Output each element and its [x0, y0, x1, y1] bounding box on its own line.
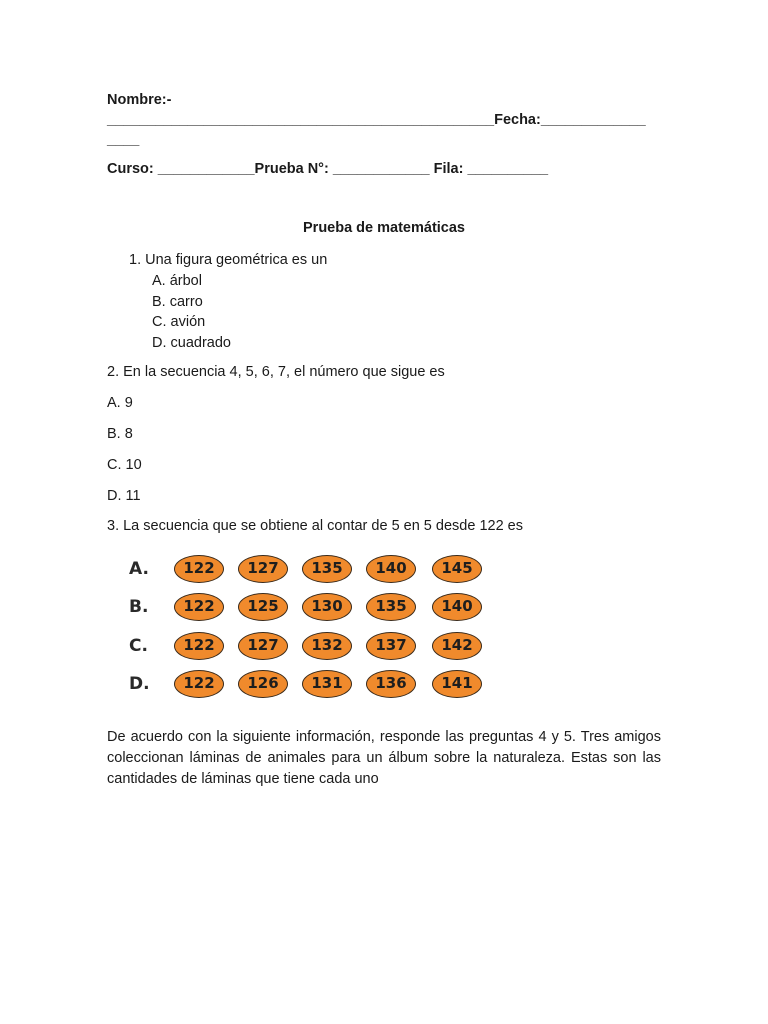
- number-oval: 140: [432, 593, 482, 621]
- number-oval: 135: [366, 593, 416, 621]
- answer-row-letter: A.: [129, 559, 149, 579]
- nombre-fecha-line: ________________________________________________Fecha:_____________: [107, 112, 646, 128]
- number-oval: 142: [432, 632, 482, 660]
- question-2-option-b: B. 8: [107, 426, 133, 442]
- number-oval: 125: [238, 593, 288, 621]
- question-3-text: 3. La secuencia que se obtiene al contar de 5 en 5 desde 122 es: [107, 518, 523, 534]
- info-paragraph: De acuerdo con la siguiente información, responde las preguntas 4 y 5. Tres amigos coleccionan láminas de animales para un álbum sobre la naturaleza. Estas son las cantidades de láminas que tiene cada uno: [107, 729, 661, 787]
- question-1-option-a: A. árbol: [152, 273, 202, 289]
- number-oval: 137: [366, 632, 416, 660]
- exam-page: [107, 90, 661, 787]
- number-oval: 141: [432, 670, 482, 698]
- question-2-option-c: C. 10: [107, 457, 142, 473]
- question-1-options: [129, 271, 327, 354]
- number-oval: 131: [302, 670, 352, 698]
- question-2-text: 2. En la secuencia 4, 5, 6, 7, el número que sigue es: [107, 364, 445, 380]
- question-1-option-b: B. carro: [152, 293, 203, 310]
- number-oval: 145: [432, 555, 482, 583]
- question-1-option-c: C. avión: [152, 314, 206, 331]
- question-1-option-d: D. cuadrado: [152, 335, 231, 352]
- number-oval: 136: [366, 670, 416, 698]
- number-oval: 127: [238, 632, 288, 660]
- header-block: [107, 90, 661, 179]
- number-oval: 127: [238, 555, 288, 583]
- question-1: [129, 250, 327, 354]
- number-oval: 130: [302, 593, 352, 621]
- question-1-text: 1. Una figura geométrica es un: [129, 252, 328, 268]
- question-3-answer-image: [129, 555, 479, 708]
- curso-prueba-fila-line: Curso: ____________Prueba N°: ____________ Fila: __________: [107, 161, 549, 177]
- answer-row-d: [129, 670, 479, 708]
- answer-row-letter: C.: [129, 635, 148, 656]
- nombre-continuation-line: ____: [107, 132, 140, 148]
- answer-row-b: [129, 593, 479, 631]
- number-oval: 122: [174, 632, 224, 660]
- answer-row-letter: B.: [129, 597, 149, 618]
- number-oval: 126: [238, 670, 288, 698]
- number-oval: 122: [174, 670, 224, 698]
- answer-row-c: [129, 632, 479, 670]
- page-title: Prueba de matemáticas: [303, 220, 465, 236]
- number-oval: 122: [174, 555, 224, 583]
- question-2-option-d: D. 11: [107, 488, 141, 504]
- question-2-option-a: A. 9: [107, 395, 133, 411]
- number-oval: 140: [366, 555, 416, 583]
- nombre-label: Nombre:-: [107, 92, 172, 108]
- answer-row-letter: D.: [129, 673, 150, 694]
- number-oval: 132: [302, 632, 352, 660]
- number-oval: 122: [174, 593, 224, 621]
- number-oval: 135: [302, 555, 352, 583]
- answer-row-a: [129, 555, 479, 593]
